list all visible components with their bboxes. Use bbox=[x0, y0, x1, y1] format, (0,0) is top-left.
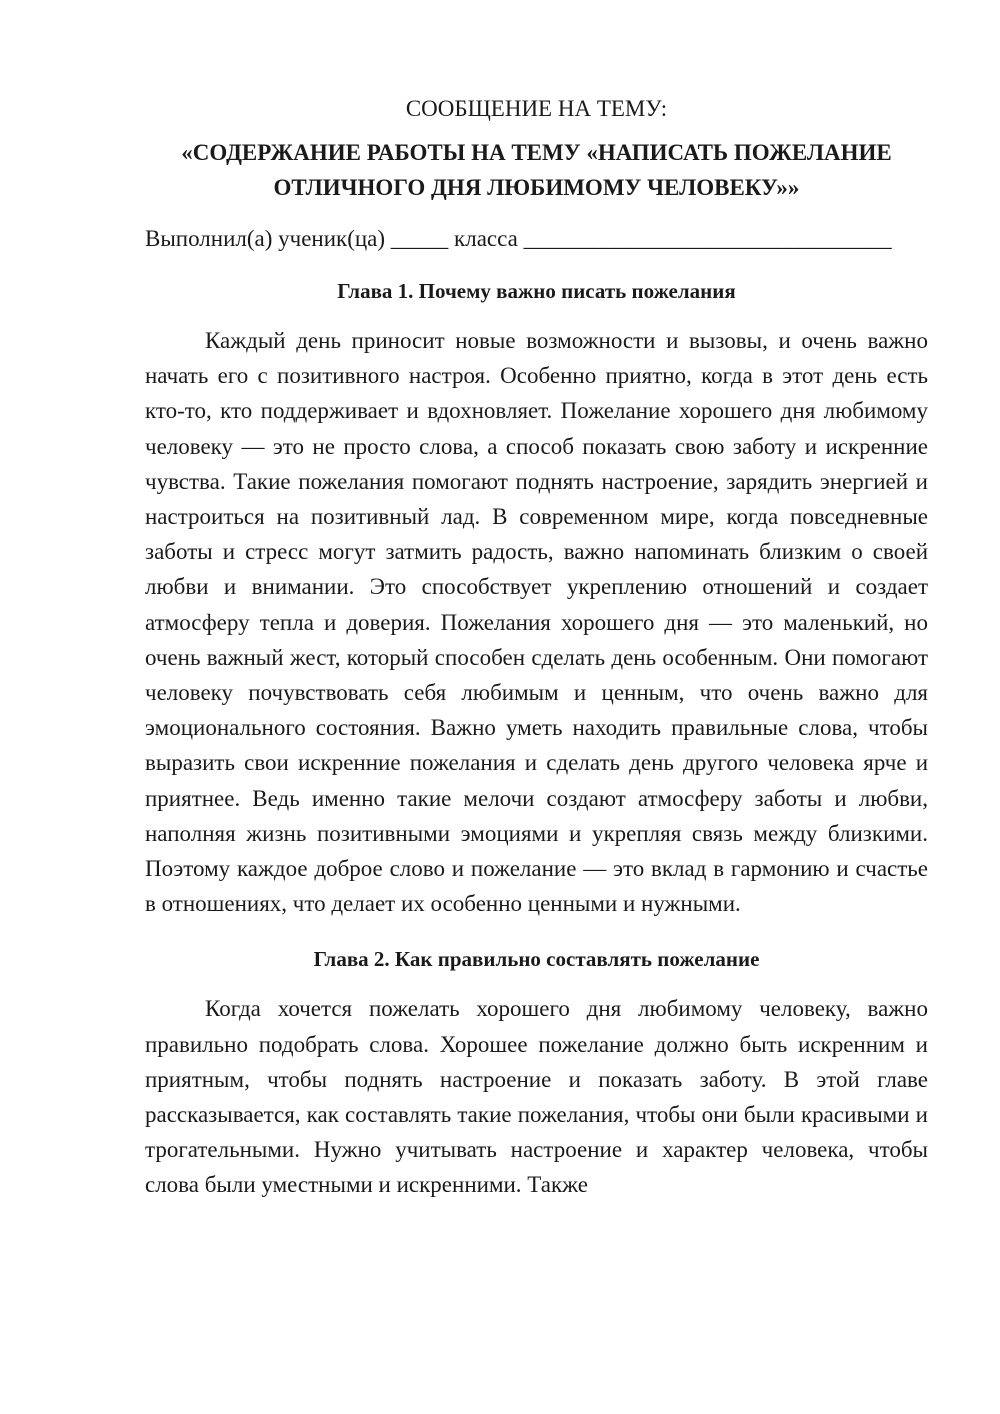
author-line: Выполнил(а) ученик(ца) _____ класса ________________________________ bbox=[145, 226, 892, 251]
document-subtitle: СООБЩЕНИЕ НА ТЕМУ: bbox=[405, 96, 668, 121]
document-title-line-2: ОТЛИЧНОГО ДНЯ ЛЮБИМОМУ ЧЕЛОВЕКУ»» bbox=[273, 175, 800, 200]
document-page bbox=[145, 92, 928, 1203]
chapter-2-title: Глава 2. Как правильно составлять пожелание bbox=[313, 947, 760, 972]
chapter-2-paragraph: Когда хочется пожелать хорошего дня любимому человеку, важно правильно подобрать слова. Хорошее пожелание должно быть искренним и приятным, чтобы поднять настроение и показать заботу. В этой главе рассказывается, как составлять такие пожелания, чтобы они были красивыми и трогательными. Нужно учитывать настроение и характер человека, чтобы слова были уместными и искренними. Также bbox=[145, 996, 928, 1198]
document-title-line-1: «СОДЕРЖАНИЕ РАБОТЫ НА ТЕМУ «НАПИСАТЬ ПОЖЕЛАНИЕ bbox=[181, 140, 892, 165]
document-title bbox=[145, 135, 928, 205]
chapter-1-paragraph: Каждый день приносит новые возможности и вызовы, и очень важно начать его с позитивного настроя. Особенно приятно, когда в этот день есть кто-то, кто поддерживает и вдохновляет. Пожелание хорошего дня любимому человеку — это не просто слова, а способ показать свою заботу и искренние чувства. Такие пожелания помогают поднять настроение, зарядить энергией и настроиться на позитивный лад. В современном мире, когда повседневные заботы и стресс могут затмить радость, важно напоминать близким о своей любви и внимании. Это способствует укреплению отношений и создает атмосферу тепла и доверия. Пожелания хорошего дня — это маленький, но очень важный жест, который способен сделать день особенным. Они помогают человеку почувствовать себя любимым и ценным, что очень важно для эмоционального состояния. Важно уметь находить правильные слова, чтобы выразить свои искренние пожелания и сделать день другого человека ярче и приятнее. Ведь именно такие мелочи создают атмосферу заботы и любви, наполняя жизнь позитивными эмоциями и укрепляя связь между близкими. Поэтому каждое доброе слово и пожелание — это вклад в гармонию и счастье в отношениях, что делает их особенно ценными и нужными. bbox=[145, 328, 928, 917]
chapter-1-title: Глава 1. Почему важно писать пожелания bbox=[337, 279, 736, 303]
